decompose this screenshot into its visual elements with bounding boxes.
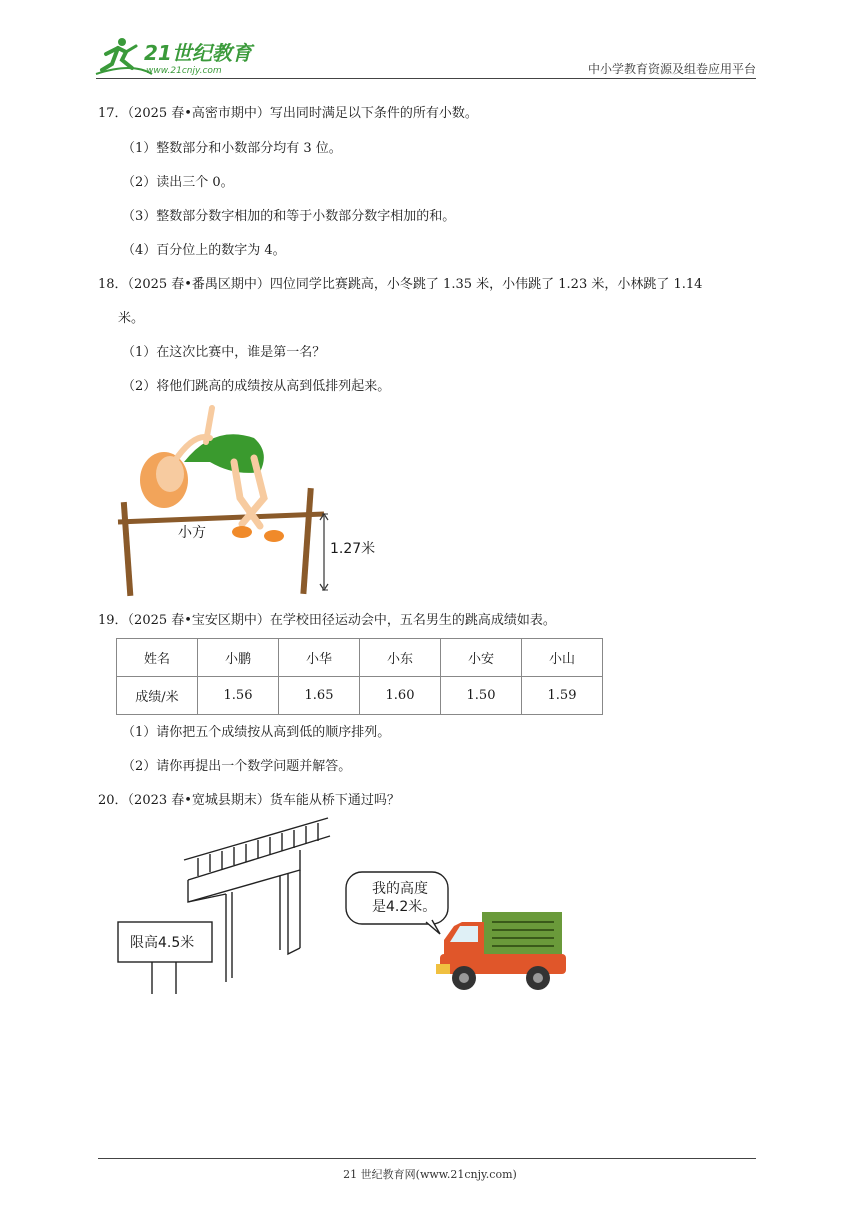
q19-item-1: （1）请你把五个成绩按从高到低的顺序排列。 — [122, 725, 391, 740]
q17-item-2: （2）读出三个 0。 — [122, 175, 234, 190]
table-cell: 1.60 — [360, 677, 441, 715]
header-divider — [96, 78, 756, 79]
table-cell: 小安 — [441, 639, 522, 677]
svg-text:www.21cnjy.com: www.21cnjy.com — [146, 66, 222, 76]
table-cell: 姓名 — [117, 639, 198, 677]
table-cell: 成绩/米 — [117, 677, 198, 715]
q18-stem-line2: 米。 — [118, 311, 145, 326]
table-cell: 1.50 — [441, 677, 522, 715]
bar-height-label: 1.27米 — [330, 541, 376, 557]
q17-item-1: （1）整数部分和小数部分均有 3 位。 — [122, 141, 342, 156]
table-header-row — [117, 639, 603, 677]
bridge-truck-illustration — [114, 814, 570, 998]
q19-item-2: （2）请你再提出一个数学问题并解答。 — [122, 759, 352, 774]
jumper-name-label: 小方 — [178, 525, 206, 541]
bubble-line-1: 我的高度 — [372, 881, 428, 897]
truck-icon — [436, 912, 566, 990]
q18-item-2: （2）将他们跳高的成绩按从高到低排列起来。 — [122, 379, 391, 394]
q17-item-4: （4）百分位上的数字为 4。 — [122, 243, 286, 258]
table-cell: 1.59 — [522, 677, 603, 715]
site-logo — [92, 34, 262, 76]
table-row — [117, 677, 603, 715]
table-cell: 小华 — [279, 639, 360, 677]
speech-bubble-text — [372, 880, 436, 916]
table-cell: 小鹏 — [198, 639, 279, 677]
jump-scores-table — [116, 638, 603, 715]
height-limit-text: 限高4.5米 — [130, 935, 195, 951]
bubble-line-2: 是4.2米。 — [372, 899, 437, 915]
svg-text:21世纪教育: 21世纪教育 — [144, 41, 252, 65]
footer-divider — [98, 1158, 756, 1159]
header-tagline: 中小学教育资源及组卷应用平台 — [587, 62, 756, 76]
footer-text: 21 世纪教育网(www.21cnjy.com) — [343, 1168, 517, 1181]
table-cell: 1.56 — [198, 677, 279, 715]
table-cell: 1.65 — [279, 677, 360, 715]
q18-stem-line1: 18．（2025 春•番禺区期中）四位同学比赛跳高，小冬跳了 1.35 米，小伟跳了 1.23 米，小林跳了 1.14 — [98, 277, 703, 292]
table-cell: 小东 — [360, 639, 441, 677]
q19-stem: 19．（2025 春•宝安区期中）在学校田径运动会中，五名男生的跳高成绩如表。 — [98, 613, 556, 628]
table-cell: 小山 — [522, 639, 603, 677]
q17-stem: 17．（2025 春•高密市期中）写出同时满足以下条件的所有小数。 — [98, 106, 478, 121]
q17-item-3: （3）整数部分数字相加的和等于小数部分数字相加的和。 — [122, 209, 456, 224]
q20-stem: 20．（2023 春•宽城县期末）货车能从桥下通过吗？ — [98, 793, 400, 808]
q18-item-1: （1）在这次比赛中，谁是第一名？ — [122, 345, 326, 360]
high-jump-illustration — [114, 402, 384, 598]
